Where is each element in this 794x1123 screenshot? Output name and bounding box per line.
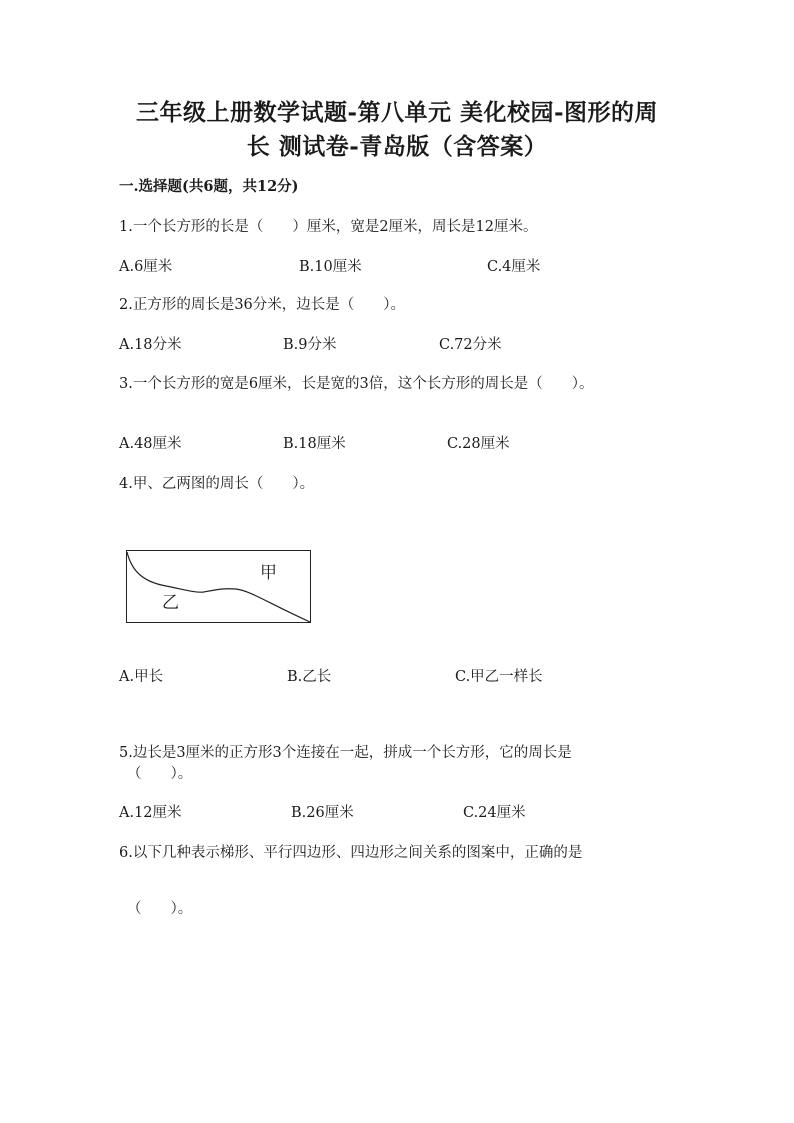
question-2-stem: 2.正方形的周长是36分米，边长是（ ）。	[119, 297, 406, 313]
question-1-option-a: A.6厘米	[119, 259, 173, 275]
title-line-2: 长 测试卷-青岛版（含答案）	[246, 133, 548, 160]
perimeter-figure-svg	[126, 550, 311, 623]
figure-label-yi: 乙	[162, 593, 179, 613]
perimeter-figure	[126, 550, 311, 623]
question-6-stem-line-1: 6.以下几种表示梯形、平行四边形、四边形之间关系的图案中，正确的是	[119, 845, 583, 861]
title-line-1: 三年级上册数学试题-第八单元 美化校园-图形的周	[135, 99, 659, 126]
question-2-option-c: C.72分米	[439, 337, 502, 353]
question-4-option-b: B.乙长	[287, 669, 332, 685]
question-1-option-b: B.10厘米	[299, 259, 362, 275]
question-3-option-b: B.18厘米	[283, 436, 346, 452]
question-5-option-b: B.26厘米	[291, 805, 354, 821]
question-3-option-c: C.28厘米	[447, 436, 510, 452]
question-4-stem: 4.甲、乙两图的周长（ ）。	[119, 476, 315, 492]
question-5-stem-line-1: 5.边长是3厘米的正方形3个连接在一起，拼成一个长方形，它的周长是	[119, 745, 572, 761]
section-heading: 一.选择题(共6题，共12分)	[119, 178, 299, 195]
question-5-option-c: C.24厘米	[463, 805, 526, 821]
question-5-option-a: A.12厘米	[119, 805, 182, 821]
question-1-option-c: C.4厘米	[487, 259, 541, 275]
dividing-curve	[127, 552, 310, 622]
question-6-stem-line-2: （ ）。	[127, 901, 193, 917]
document-title	[110, 96, 684, 164]
question-3-stem: 3.一个长方形的宽是6厘米，长是宽的3倍，这个长方形的周长是（ ）。	[119, 376, 594, 392]
question-5-stem-line-2: （ ）。	[127, 766, 193, 782]
question-4-option-a: A.甲长	[119, 669, 164, 685]
question-4-option-c: C.甲乙一样长	[455, 669, 543, 685]
question-1-stem: 1.一个长方形的长是（ ）厘米，宽是2厘米，周长是12厘米。	[119, 219, 538, 235]
figure-rectangle	[127, 551, 311, 623]
question-3-option-a: A.48厘米	[119, 436, 182, 452]
question-2-option-a: A.18分米	[119, 337, 182, 353]
question-2-option-b: B.9分米	[283, 337, 337, 353]
figure-label-jia: 甲	[260, 563, 277, 583]
